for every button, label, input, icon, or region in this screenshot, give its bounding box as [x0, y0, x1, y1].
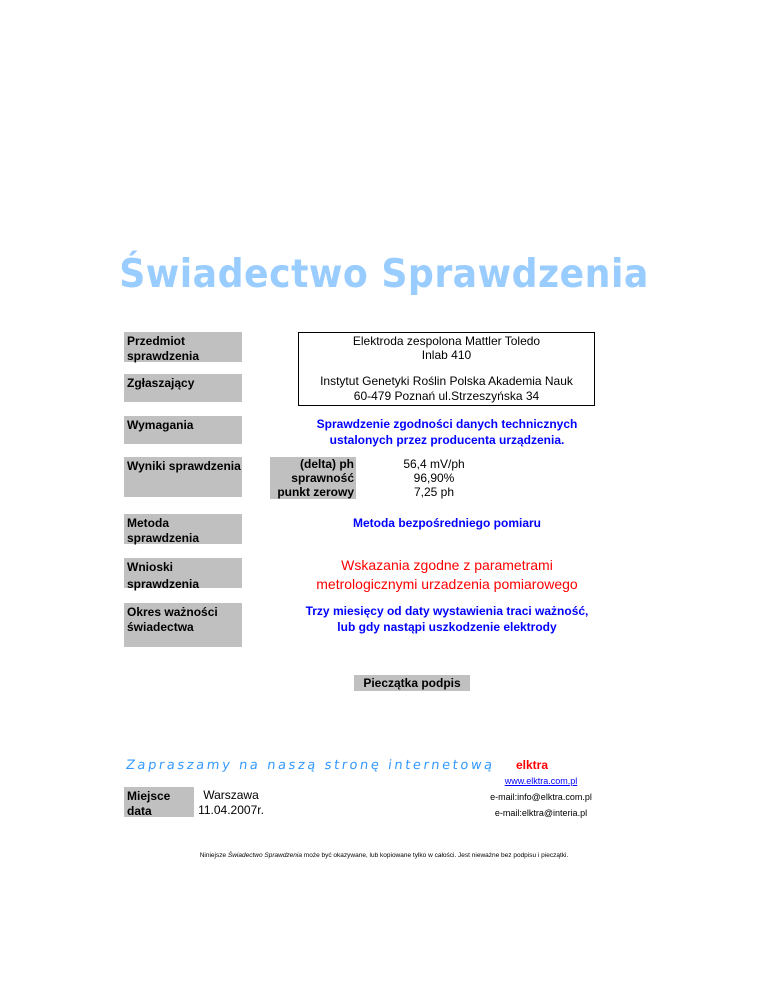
param-delta-ph: (delta) ph — [300, 457, 354, 471]
label-wyniki: Wyniki sprawdzenia — [124, 457, 242, 497]
param-sprawnosc: sprawność — [291, 471, 354, 485]
label-zglaszajacy: Zgłaszający — [124, 374, 242, 402]
okres-line2: lub gdy nastąpi uszkodzenie elektrody — [337, 620, 557, 634]
stamp-signature-label: Pieczątka podpis — [354, 675, 470, 691]
wnioski-line2: metrologicznymi urzadzenia pomiarowego — [316, 576, 578, 592]
wymagania-line2: ustalonych przez producenta urządzenia. — [329, 433, 565, 447]
result-params — [270, 457, 356, 499]
website-banner: Zapraszamy na naszą stronę internetową — [124, 758, 496, 773]
label-wnioski-line1: Wnioski — [127, 560, 174, 574]
result-values — [380, 457, 488, 499]
value-delta-ph: 56,4 mV/ph — [403, 457, 465, 471]
date-value: 11.04.2007r. — [198, 803, 264, 817]
label-okres: Okres ważności świadectwa — [124, 603, 242, 647]
label-wymagania: Wymagania — [124, 416, 242, 444]
email-interia: e-mail:elktra@interia.pl — [494, 808, 588, 818]
label-wnioski — [124, 558, 242, 591]
label-metoda: Metoda sprawdzenia — [124, 514, 242, 544]
website-link[interactable]: www.elktra.com.pl — [504, 776, 578, 786]
zglaszajacy-line1: Instytut Genetyki Roślin Polska Akademia Nauk — [320, 374, 573, 388]
okres-line1: Trzy miesięcy od daty wystawienia traci ważność, — [305, 604, 589, 618]
label-przedmiot: Przedmiot sprawdzenia — [124, 332, 242, 362]
company-name: elktra — [516, 758, 549, 772]
przedmiot-line2: Inlab 410 — [421, 348, 472, 362]
place-value: Warszawa — [203, 788, 259, 802]
footer-suffix: może być okazywane, lub kopiowane tylko w całości. Jest nieważne bez podpisu i pieczątki. — [301, 852, 569, 859]
label-miejsce: Miejsce — [127, 789, 171, 803]
label-miejsce-data — [124, 787, 194, 817]
label-data: data — [127, 804, 152, 818]
footer-prefix: Niniejsze — [199, 852, 228, 859]
wymagania-line1: Sprawdzenie zgodności danych technicznych — [316, 417, 578, 431]
wnioski-line1: Wskazania zgodne z parametrami — [341, 557, 553, 573]
footer-note — [0, 852, 768, 859]
document-title: Świadectwo Sprawdzenia — [119, 252, 649, 297]
email-info: e-mail:info@elktra.com.pl — [490, 792, 592, 802]
value-sprawnosc: 96,90% — [413, 471, 455, 485]
value-punkt-zerowy: 7,25 ph — [413, 485, 455, 499]
przedmiot-line1: Elektroda zespolona Mattler Toledo — [352, 334, 541, 348]
metoda-value: Metoda bezpośredniego pomiaru — [352, 516, 541, 530]
zglaszajacy-line2: 60-479 Poznań ul.Strzeszyńska 34 — [353, 389, 540, 403]
label-wnioski-line2: sprawdzenia — [127, 577, 200, 591]
place-date-values — [186, 788, 276, 818]
param-punkt-zerowy: punkt zerowy — [277, 485, 354, 499]
footer-italic: Świadectwo Sprawdzenia — [227, 852, 302, 859]
